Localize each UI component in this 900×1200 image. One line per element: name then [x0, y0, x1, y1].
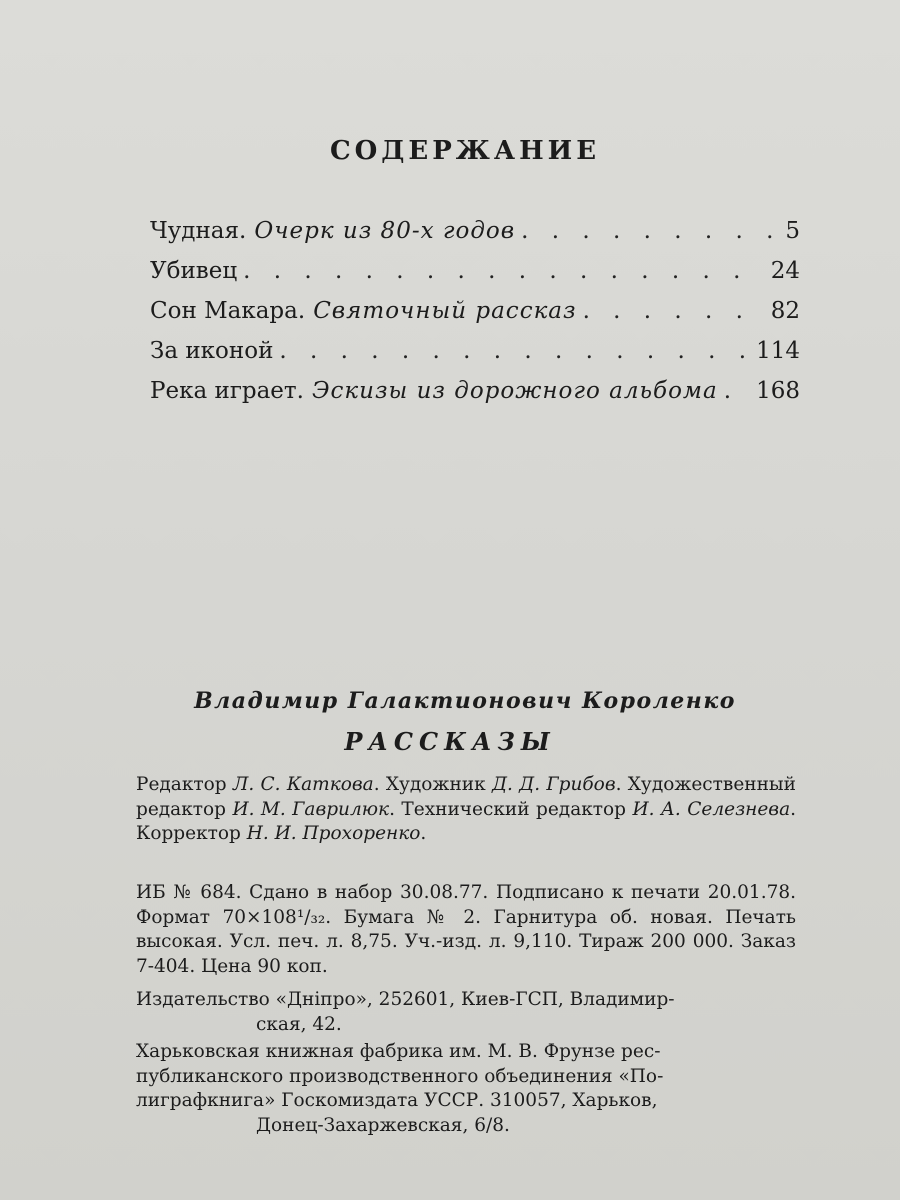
- printer-line: Харьковская книжная фабрика им. М. В. Фрунзе рес-: [136, 1041, 661, 1062]
- colophon-printer: [136, 1040, 796, 1138]
- toc-leader-dots: [243, 258, 765, 284]
- toc-leader-dots: [279, 338, 750, 364]
- credits-label: . Корректор: [136, 798, 796, 844]
- credits-label: . Технический редактор: [389, 798, 633, 820]
- publisher-line: Издательство «Дніпро», 252601, Киев-ГСП, Владимир-: [136, 989, 675, 1010]
- toc-entry-subtitle: Очерк из 80-х годов: [254, 218, 516, 244]
- toc-entry-subtitle: Эскизы из дорожного альбома: [311, 378, 718, 404]
- colophon-credits: [136, 773, 796, 847]
- credits-corrector: Н. И. Прохоренко: [246, 823, 421, 844]
- toc-entry-page: 168: [756, 378, 800, 404]
- publisher-line: ская, 42.: [256, 1013, 342, 1035]
- credits-art-editor: И. М. Гаврилюк: [232, 798, 390, 820]
- toc-leader-dots: [521, 218, 779, 244]
- credits-artist: Д. Д. Грибов: [491, 774, 616, 795]
- colophon-publication-info: [136, 881, 796, 979]
- toc-entry-title: Убивец: [150, 258, 238, 284]
- colophon-book-title: РАССКАЗЫ: [344, 727, 556, 756]
- toc-entry: [150, 338, 800, 378]
- printer-line: публиканского производственного объединения «По-: [136, 1065, 664, 1087]
- toc-entry: [150, 218, 800, 258]
- table-of-contents: [150, 218, 800, 418]
- credits-label: Редактор: [136, 774, 233, 795]
- toc-entry: [150, 258, 800, 298]
- toc-entry-title: Чудная.: [150, 218, 247, 244]
- toc-entry-page: 5: [785, 218, 800, 244]
- publication-info-text: ИБ № 684. Сдано в набор 30.08.77. Подписано к печати 20.01.78. Формат 70×108¹/₃₂. Бумага № 2. Гарнитура об. новая. Печать высокая. Усл. печ. л. 8,75. Уч.-изд. л. 9,110. Тираж 200 000. Заказ 7-404. Цена 90 коп.: [136, 882, 796, 977]
- toc-leader-dots: [724, 378, 750, 404]
- toc-entry-page: 114: [756, 338, 800, 364]
- printer-line: лиграфкнига» Госкомиздата УССР. 310057, Харьков,: [136, 1090, 658, 1111]
- toc-entry-title: Сон Макара.: [150, 298, 306, 324]
- toc-entry-page: 82: [770, 298, 800, 324]
- credits-label: . Художник: [373, 774, 492, 795]
- credits-tech-editor: И. А. Селезнева: [632, 798, 791, 820]
- toc-entry-title: За иконой: [150, 338, 274, 364]
- colophon-publisher: [136, 988, 796, 1037]
- credits-label: . Художественный редактор: [136, 774, 796, 820]
- credits-editor: Л. С. Каткова: [232, 774, 374, 795]
- toc-entry-subtitle: Святочный рассказ: [313, 298, 577, 324]
- toc-leader-dots: [583, 298, 765, 324]
- credits-label: .: [420, 823, 427, 844]
- toc-entry-page: 24: [770, 258, 800, 284]
- toc-entry-title: Река играет.: [150, 378, 304, 404]
- colophon-author: Владимир Галактионович Короленко: [194, 688, 736, 714]
- toc-entry: [150, 298, 800, 338]
- toc-heading: СОДЕРЖАНИЕ: [329, 136, 601, 166]
- toc-entry: [150, 378, 800, 418]
- printer-line: Донец-Захаржевская, 6/8.: [256, 1114, 510, 1136]
